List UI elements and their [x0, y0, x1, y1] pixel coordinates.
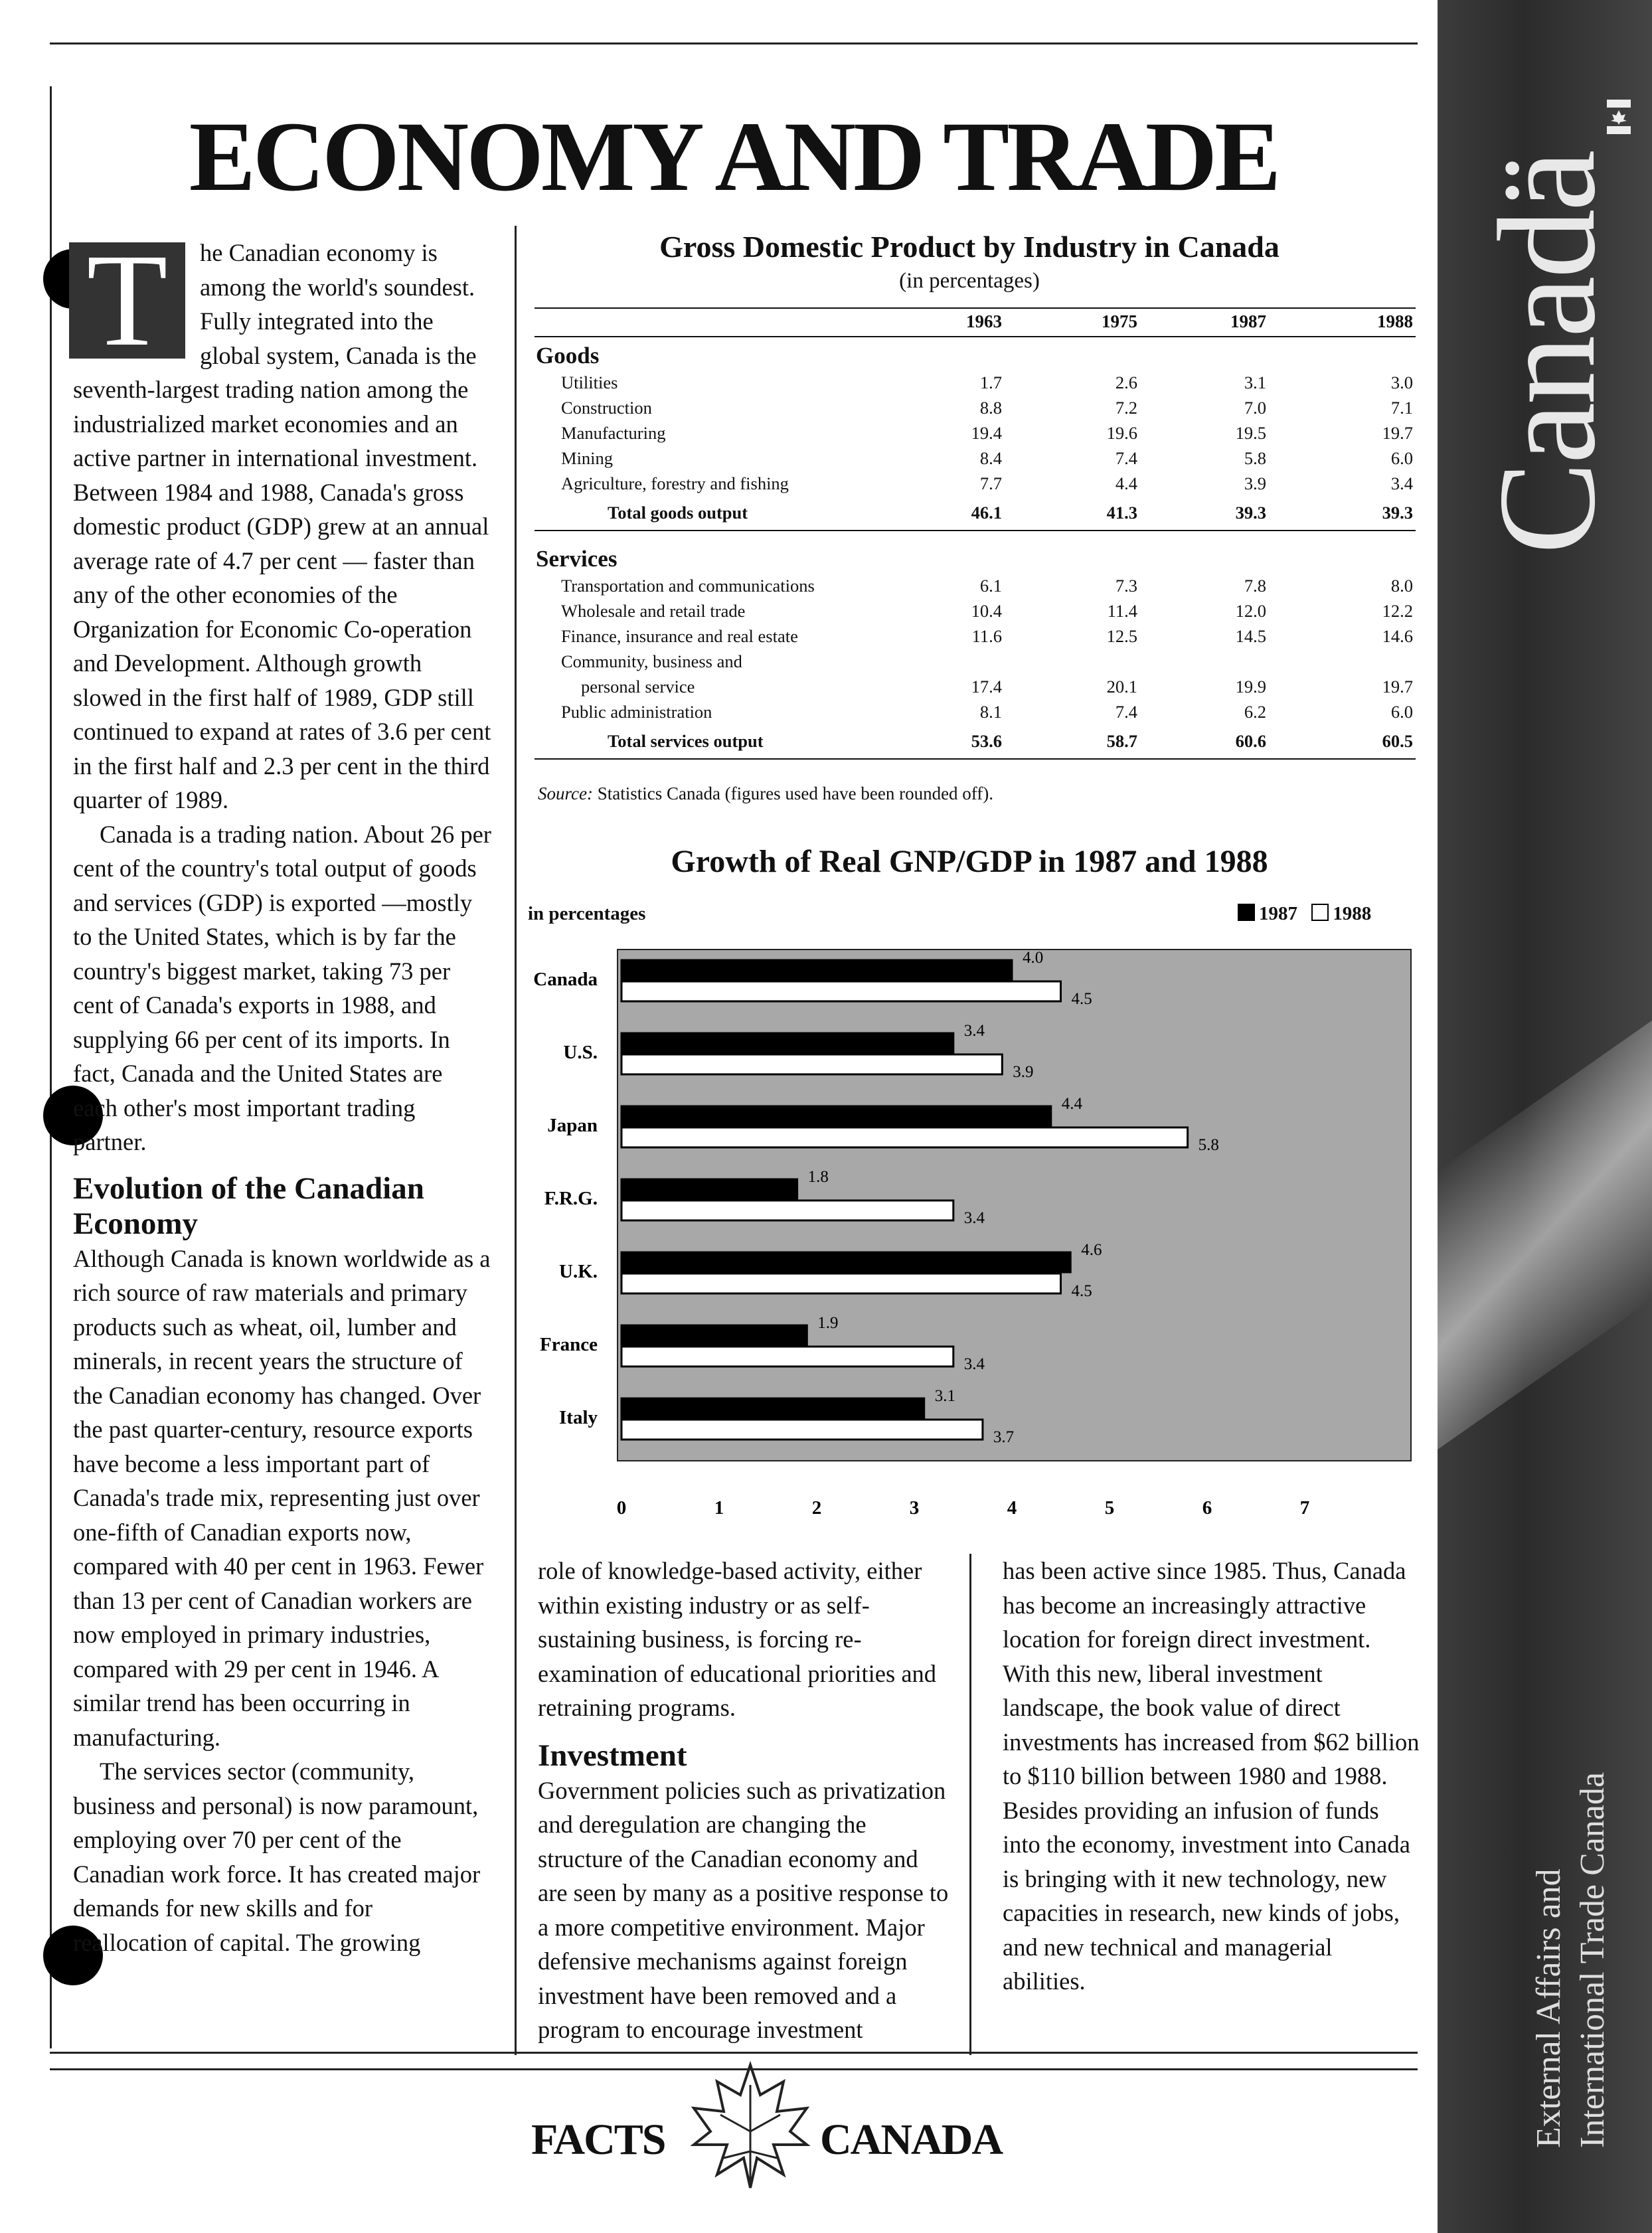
knowledge-paragraph: role of knowledge-based activity, either within existing industry or as self-sustaining business, is forcing re-examination of educational priorities and retraining programs.: [538, 1557, 937, 1721]
cell: 46.1: [971, 503, 1002, 523]
row-label: Transportation and communications: [561, 575, 815, 596]
category-label: F.R.G.: [544, 1188, 598, 1209]
row-label: Total goods output: [608, 503, 748, 523]
value-label: 1.8: [807, 1168, 829, 1186]
cell: 3.4: [1390, 473, 1413, 493]
value-label: 3.4: [963, 1022, 985, 1040]
cell: 41.3: [1106, 503, 1137, 523]
value-label: 3.1: [934, 1387, 955, 1405]
bar-1987: [621, 1398, 924, 1418]
canada-wordmark: Canadä: [1470, 152, 1624, 554]
left-margin-rule: [50, 86, 52, 2048]
maple-leaf-icon: [684, 2058, 817, 2191]
section-heading-investment: Investment: [538, 1738, 687, 1773]
growth-bar-chart: [525, 930, 1418, 1527]
evolution-paragraph: Although Canada is known worldwide as a rich source of raw materials and primary products such as wheat, oil, lumber and minerals, in recent years the structure of the Canadian economy has changed. Over the past quarter-century, resource exports have become a less important part of Canada's trade mix, representing just over one-fifth of Canadian exports now, compared with 40 per cent in 1963. Fewer than 13 per cent of Canadian workers are now employed in primary industries, compared with 29 per cent in 1946. A similar trend has been occurring in manufacturing.: [73, 1244, 491, 1751]
goods-label: Goods: [536, 343, 600, 369]
cell: 7.8: [1244, 575, 1266, 596]
middle-column: [538, 1554, 953, 2047]
cell: 10.4: [971, 600, 1002, 621]
table-header-row: [535, 308, 1416, 337]
investment-paragraph: Government policies such as privatization and deregulation are changing the structure of the Canadian economy and are seen by many as a positive response to a more competitive environment. Major defensive mechanisms against foreign investment have been removed and a program to encourage investment: [538, 1776, 949, 2043]
row-label: personal service: [581, 676, 695, 697]
bar-1988: [621, 981, 1061, 1001]
cell: 3.9: [1244, 473, 1266, 493]
bar-1987: [621, 960, 1012, 980]
bar-1987: [621, 1179, 797, 1199]
row-label: Community, business and: [561, 651, 742, 671]
legend-swatch-1987: [1238, 904, 1255, 921]
table-row: [535, 471, 1416, 496]
cell: 8.4: [979, 448, 1002, 468]
cell: 19.7: [1382, 676, 1413, 697]
value-label: 3.4: [963, 1355, 985, 1373]
category-label: Japan: [547, 1115, 598, 1136]
table-row: [535, 623, 1416, 649]
value-label: 3.4: [963, 1209, 985, 1227]
table-row: [535, 446, 1416, 471]
x-tick-label: 4: [1007, 1497, 1017, 1519]
value-label: 4.4: [1061, 1095, 1083, 1113]
cell: 11.6: [971, 625, 1002, 646]
cell: 7.0: [1244, 397, 1266, 418]
row-label: Agriculture, forestry and fishing: [561, 473, 789, 493]
cell: 2.6: [1115, 372, 1137, 392]
table-row: [535, 573, 1416, 598]
intro-paragraph: he Canadian economy is among the world's soundest. Fully integrated into the global system, Canada is the seventh-largest trading nation among the industrialized market economies and an active partner in international investment. Between 1984 and 1988, Canada's gross domestic product (GDP) grew at an annual average rate of 4.7 per cent — faster than any of the other economies of the Organization for Economic Co-operation and Development. Although growth slowed in the first half of 1989, GDP still continued to expand at rates of 3.6 per cent in the first half and 2.3 per cent in the third quarter of 1989.: [73, 239, 491, 813]
trade-paragraph: Canada is a trading nation. About 26 per cent of the country's total output of goods and services (GDP) is exported —mostly to the United States, which is by far the country's biggest market, taking 73 per cent of Canada's exports in 1988, and supplying 66 per cent of its imports. In fact, Canada and the United States are each other's most important trading partner.: [73, 820, 491, 1155]
table-row: [535, 370, 1416, 395]
cell: 6.2: [1244, 701, 1266, 722]
bar-1987: [621, 1325, 807, 1345]
category-label: France: [540, 1334, 598, 1355]
cell: 58.7: [1106, 731, 1137, 751]
table-title: Gross Domestic Product by Industry in Canada: [659, 230, 1280, 264]
x-tick-label: 2: [811, 1497, 822, 1519]
category-label: U.S.: [563, 1042, 598, 1063]
page-title: ECONOMY AND TRADE: [189, 102, 1279, 212]
cell: 12.2: [1382, 600, 1413, 621]
legend-label-1988: 1988: [1333, 903, 1372, 924]
bar-1988: [621, 1347, 953, 1366]
table-row: [535, 395, 1416, 420]
cell: 12.0: [1235, 600, 1266, 621]
column-divider-2: [969, 1554, 971, 2055]
table-header-year: 1963: [882, 308, 1005, 337]
top-rule: [50, 42, 1418, 44]
category-label: Canada: [533, 969, 598, 990]
category-label: U.K.: [559, 1261, 598, 1282]
total-services-row: [535, 724, 1416, 759]
cell: 4.4: [1115, 473, 1137, 493]
row-label: Utilities: [561, 372, 618, 392]
column-divider-1: [515, 226, 517, 2055]
total-goods-row: [535, 496, 1416, 531]
value-label: 5.8: [1198, 1136, 1219, 1154]
value-label: 4.5: [1071, 990, 1092, 1008]
cell: 8.1: [979, 701, 1002, 722]
services-paragraph: The services sector (community, business and personal) is now paramount, employing over 70 per cent of the Canadian work force. It has created major demands for new skills and for reallocation of capital. The growing: [73, 1758, 481, 1956]
gdp-table: [535, 307, 1416, 760]
cell: 7.1: [1390, 397, 1413, 418]
x-tick-label: 7: [1299, 1497, 1310, 1519]
cell: [1005, 649, 1140, 674]
services-section: [535, 531, 1416, 759]
cell: 20.1: [1106, 676, 1137, 697]
table-row: [535, 420, 1416, 446]
legend-label-1987: 1987: [1259, 903, 1297, 924]
bar-1988: [621, 1200, 953, 1220]
cell: 3.1: [1244, 372, 1266, 392]
department-line-1: External Affairs and: [1530, 1868, 1568, 2148]
value-label: 3.9: [1013, 1063, 1034, 1081]
bar-1987: [621, 1106, 1051, 1126]
services-label: Services: [536, 546, 618, 572]
footer-facts: FACTS: [531, 2115, 665, 2164]
bar-1988: [621, 1127, 1188, 1147]
bar-1988: [621, 1274, 1061, 1293]
source-label: Source:: [538, 784, 593, 803]
table-header-year: 1975: [1005, 308, 1140, 337]
cell: 1.7: [979, 372, 1002, 392]
row-label: Manufacturing: [561, 422, 666, 443]
cell: 8.0: [1390, 575, 1413, 596]
row-label: Public administration: [561, 701, 712, 722]
row-label: Mining: [561, 448, 614, 468]
cell: 14.6: [1382, 625, 1413, 646]
value-label: 1.9: [817, 1314, 839, 1332]
x-tick-label: 5: [1104, 1497, 1115, 1519]
cell: 19.4: [971, 422, 1002, 443]
cell: 7.4: [1115, 448, 1137, 468]
bar-1987: [621, 1033, 953, 1053]
cell: 19.9: [1235, 676, 1266, 697]
row-label: Wholesale and retail trade: [561, 600, 746, 621]
cell: 3.0: [1390, 372, 1413, 392]
value-label: 4.6: [1081, 1241, 1102, 1259]
x-tick-label: 3: [909, 1497, 920, 1519]
chart-legend: [1228, 903, 1371, 925]
drop-cap: T: [69, 242, 185, 359]
left-column: [73, 227, 491, 1959]
footer-canada: CANADA: [820, 2115, 1002, 2164]
cell: 6.0: [1390, 448, 1413, 468]
cell: 7.4: [1115, 701, 1137, 722]
source-text: Statistics Canada (figures used have been rounded off).: [597, 784, 994, 803]
category-label: Italy: [559, 1407, 598, 1428]
row-label: Construction: [561, 397, 652, 418]
cell: 11.4: [1107, 600, 1137, 621]
legend-swatch-1988: [1311, 904, 1329, 921]
value-label: 4.5: [1071, 1282, 1092, 1300]
bar-1987: [621, 1252, 1070, 1272]
table-row: [535, 699, 1416, 724]
cell: [1269, 649, 1416, 674]
table-header-year: 1987: [1140, 308, 1269, 337]
chart-unit-label: in percentages: [528, 903, 646, 924]
cell: 12.5: [1106, 625, 1137, 646]
banner-light-streak: [1438, 1021, 1652, 1449]
table-row: [535, 674, 1416, 699]
table-row: [535, 649, 1416, 674]
value-label: 4.0: [1023, 949, 1044, 967]
table-header-year: 1988: [1269, 308, 1416, 337]
cell: 7.3: [1115, 575, 1137, 596]
cell: 39.3: [1382, 503, 1413, 523]
investment-continued-paragraph: has been active since 1985. Thus, Canada has become an increasingly attractive location for foreign direct investment. With this new, liberal investment landscape, the book value of direct investments has increased from $62 billion to $110 billion between 1980 and 1988. Besides providing an infusion of funds into the economy, investment into Canada is bringing with it new technology, new capacities in research, new kinds of jobs, and new technical and managerial abilities.: [1003, 1557, 1420, 1995]
bar-1988: [621, 1054, 1002, 1074]
cell: 60.5: [1382, 731, 1413, 751]
cell: 8.8: [979, 397, 1002, 418]
cell: 14.5: [1235, 625, 1266, 646]
department-name: [1527, 1772, 1615, 2148]
cell: [882, 649, 1005, 674]
chart-title: Growth of Real GNP/GDP in 1987 and 1988: [671, 844, 1268, 879]
value-label: 3.7: [993, 1428, 1015, 1446]
goods-section: [535, 337, 1416, 531]
cell: 39.3: [1235, 503, 1266, 523]
cell: [1140, 649, 1269, 674]
cell: 53.6: [971, 731, 1002, 751]
cell: 6.0: [1390, 701, 1413, 722]
cell: 60.6: [1235, 731, 1266, 751]
table-row: [535, 598, 1416, 623]
cell: 7.7: [979, 473, 1002, 493]
x-tick-label: 0: [616, 1497, 627, 1519]
cell: 19.6: [1106, 422, 1137, 443]
cell: 7.2: [1115, 397, 1137, 418]
section-heading-evolution: Evolution of the Canadian Economy: [73, 1171, 424, 1241]
cell: 5.8: [1244, 448, 1266, 468]
cell: 6.1: [979, 575, 1002, 596]
x-tick-label: 6: [1202, 1497, 1212, 1519]
x-tick-label: 1: [714, 1497, 724, 1519]
bar-1988: [621, 1420, 983, 1440]
table-subtitle: (in percentages): [899, 269, 1040, 293]
cell: 19.7: [1382, 422, 1413, 443]
table-source: [538, 784, 993, 804]
row-label: Finance, insurance and real estate: [561, 625, 798, 646]
canada-flag-icon: [1607, 100, 1631, 134]
row-label: Total services output: [608, 731, 764, 751]
cell: 19.5: [1235, 422, 1266, 443]
table-header-blank: [535, 308, 882, 337]
right-column: [1003, 1554, 1421, 1999]
department-line-2: International Trade Canada: [1574, 1772, 1611, 2148]
cell: 17.4: [971, 676, 1002, 697]
bottom-rule-1: [50, 2052, 1418, 2054]
